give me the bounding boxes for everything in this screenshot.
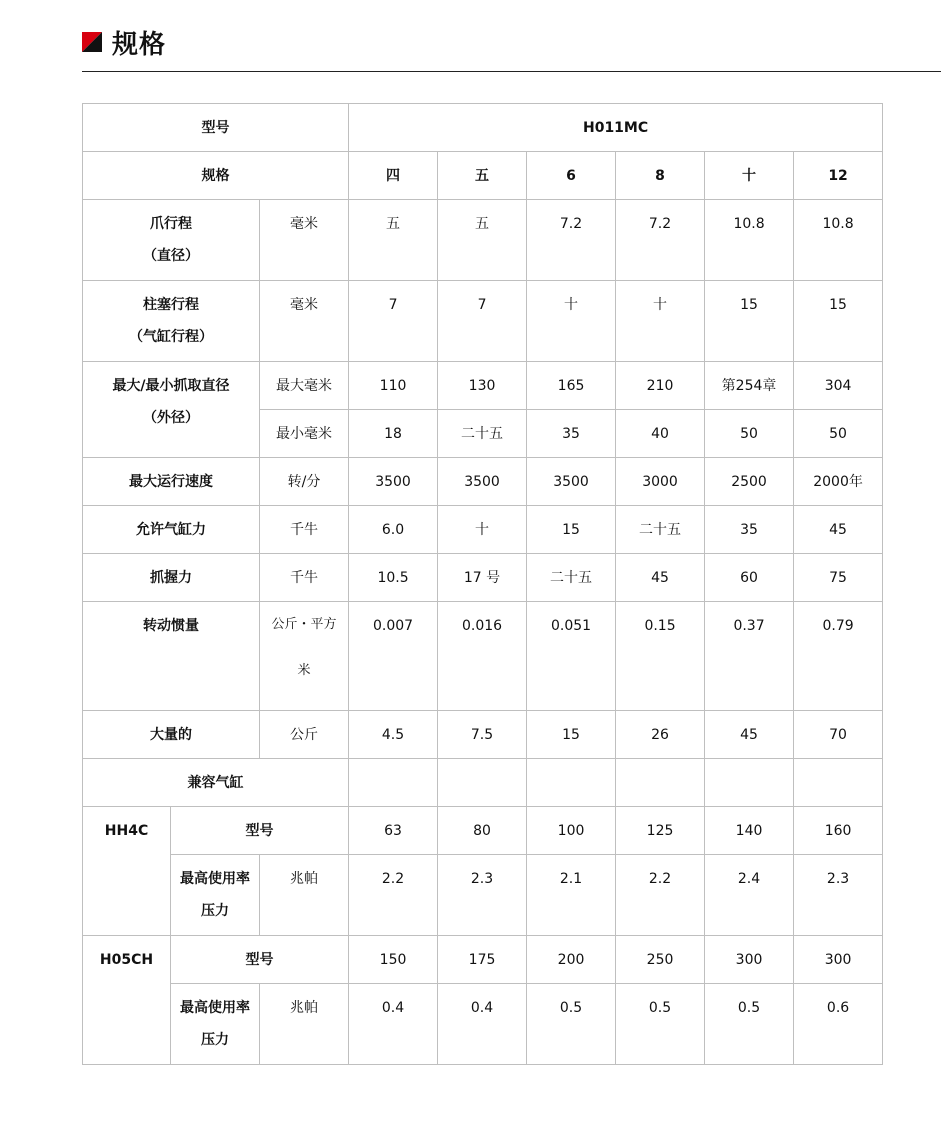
stroke-value: 7.2 — [616, 200, 705, 281]
size-cell: 四 — [349, 152, 438, 200]
hh4c-model-value: 63 — [349, 807, 438, 855]
inertia-unit-line2: 米 — [297, 663, 311, 678]
h05ch-model-row — [83, 936, 883, 984]
h05ch-model-value: 250 — [616, 936, 705, 984]
compat-cylinder-label: 兼容气缸 — [83, 759, 349, 807]
hh4c-model-value: 140 — [705, 807, 794, 855]
cylinder-force-unit: 千牛 — [260, 506, 349, 554]
size-cell: 五 — [438, 152, 527, 200]
hh4c-pressure-value: 2.3 — [794, 855, 883, 936]
stroke-row — [83, 200, 883, 281]
hh4c-name: HH4C — [83, 807, 171, 936]
speed-unit: 转/分 — [260, 458, 349, 506]
red-black-square-icon — [82, 32, 102, 52]
h05ch-model-value: 150 — [349, 936, 438, 984]
grip-force-value: 10.5 — [349, 554, 438, 602]
h05ch-pressure-label — [171, 984, 260, 1065]
mass-row — [83, 711, 883, 759]
speed-label: 最大运行速度 — [83, 458, 260, 506]
mass-value: 4.5 — [349, 711, 438, 759]
mass-value: 7.5 — [438, 711, 527, 759]
h05ch-model-value: 300 — [705, 936, 794, 984]
cylinder-force-value: 十 — [438, 506, 527, 554]
inertia-value: 0.007 — [349, 602, 438, 711]
hh4c-pressure-row — [83, 855, 883, 936]
cylinder-force-label: 允许气缸力 — [83, 506, 260, 554]
mass-value: 26 — [616, 711, 705, 759]
empty-cell — [794, 759, 883, 807]
size-cell: 十 — [705, 152, 794, 200]
grip-force-label: 抓握力 — [83, 554, 260, 602]
h05ch-pressure-value: 0.5 — [616, 984, 705, 1065]
hh4c-model-row — [83, 807, 883, 855]
plunger-value: 7 — [349, 281, 438, 362]
inertia-unit — [260, 602, 349, 711]
grip-diameter-label-line1: 最大/最小抓取直径 — [112, 378, 230, 394]
grip-force-value: 60 — [705, 554, 794, 602]
stroke-label-line2: （直径） — [143, 248, 199, 264]
hh4c-pressure-value: 2.4 — [705, 855, 794, 936]
grip-min-value: 18 — [349, 410, 438, 458]
inertia-unit-line1: 公斤・平方 — [271, 617, 337, 632]
h05ch-model-value: 200 — [527, 936, 616, 984]
speed-value: 3500 — [527, 458, 616, 506]
grip-force-unit: 千牛 — [260, 554, 349, 602]
stroke-value: 10.8 — [705, 200, 794, 281]
plunger-value: 15 — [794, 281, 883, 362]
inertia-label: 转动惯量 — [83, 602, 260, 711]
cylinder-force-value: 15 — [527, 506, 616, 554]
size-cell: 6 — [527, 152, 616, 200]
mass-value: 70 — [794, 711, 883, 759]
cylinder-force-value: 二十五 — [616, 506, 705, 554]
hh4c-pressure-value: 2.1 — [527, 855, 616, 936]
plunger-value: 十 — [527, 281, 616, 362]
section-heading — [82, 22, 166, 62]
empty-cell — [527, 759, 616, 807]
model-value: H011MC — [349, 104, 883, 152]
speed-value: 2000年 — [794, 458, 883, 506]
hh4c-pressure-unit: 兆帕 — [260, 855, 349, 936]
grip-force-row — [83, 554, 883, 602]
plunger-label-line2: （气缸行程） — [129, 329, 213, 345]
grip-max-unit: 最大毫米 — [260, 362, 349, 410]
hh4c-pressure-value: 2.2 — [349, 855, 438, 936]
empty-cell — [349, 759, 438, 807]
grip-diameter-max-row — [83, 362, 883, 410]
hh4c-model-value: 100 — [527, 807, 616, 855]
grip-diameter-label-line2: （外径） — [143, 410, 199, 426]
mass-value: 45 — [705, 711, 794, 759]
mass-label: 大量的 — [83, 711, 260, 759]
grip-force-value: 75 — [794, 554, 883, 602]
size-cell: 8 — [616, 152, 705, 200]
inertia-row — [83, 602, 883, 711]
h05ch-pressure-value: 0.6 — [794, 984, 883, 1065]
size-row — [83, 152, 883, 200]
h05ch-pressure-value: 0.5 — [705, 984, 794, 1065]
empty-cell — [705, 759, 794, 807]
spec-table — [82, 103, 883, 1065]
stroke-unit: 毫米 — [260, 200, 349, 281]
grip-min-value: 35 — [527, 410, 616, 458]
plunger-value: 十 — [616, 281, 705, 362]
inertia-value: 0.15 — [616, 602, 705, 711]
hh4c-model-value: 125 — [616, 807, 705, 855]
hh4c-model-value: 80 — [438, 807, 527, 855]
grip-min-value: 40 — [616, 410, 705, 458]
hh4c-pressure-value: 2.3 — [438, 855, 527, 936]
cylinder-force-value: 35 — [705, 506, 794, 554]
stroke-value: 五 — [438, 200, 527, 281]
plunger-unit: 毫米 — [260, 281, 349, 362]
mass-value: 15 — [527, 711, 616, 759]
stroke-value: 10.8 — [794, 200, 883, 281]
speed-row — [83, 458, 883, 506]
plunger-value: 15 — [705, 281, 794, 362]
speed-value: 3500 — [349, 458, 438, 506]
cylinder-force-value: 45 — [794, 506, 883, 554]
heading-divider — [82, 71, 941, 72]
grip-max-value: 第254章 — [705, 362, 794, 410]
stroke-label — [83, 200, 260, 281]
hh4c-pressure-value: 2.2 — [616, 855, 705, 936]
compat-cylinder-row — [83, 759, 883, 807]
h05ch-model-value: 300 — [794, 936, 883, 984]
hh4c-model-label: 型号 — [171, 807, 349, 855]
model-label: 型号 — [83, 104, 349, 152]
plunger-value: 7 — [438, 281, 527, 362]
grip-min-unit: 最小毫米 — [260, 410, 349, 458]
stroke-value: 五 — [349, 200, 438, 281]
speed-value: 2500 — [705, 458, 794, 506]
grip-max-value: 165 — [527, 362, 616, 410]
mass-unit: 公斤 — [260, 711, 349, 759]
stroke-label-line1: 爪行程 — [150, 216, 192, 232]
empty-cell — [616, 759, 705, 807]
plunger-row — [83, 281, 883, 362]
grip-max-value: 304 — [794, 362, 883, 410]
inertia-value: 0.79 — [794, 602, 883, 711]
inertia-value: 0.016 — [438, 602, 527, 711]
spec-label: 规格 — [83, 152, 349, 200]
h05ch-pressure-label-line1: 最高使用率 — [180, 1000, 250, 1016]
stroke-value: 7.2 — [527, 200, 616, 281]
grip-min-value: 二十五 — [438, 410, 527, 458]
size-cell: 12 — [794, 152, 883, 200]
cylinder-force-row — [83, 506, 883, 554]
hh4c-pressure-label-line1: 最高使用率 — [180, 871, 250, 887]
grip-min-value: 50 — [705, 410, 794, 458]
inertia-value: 0.051 — [527, 602, 616, 711]
grip-max-value: 210 — [616, 362, 705, 410]
h05ch-pressure-unit: 兆帕 — [260, 984, 349, 1065]
model-row — [83, 104, 883, 152]
h05ch-model-label: 型号 — [171, 936, 349, 984]
section-title: 规格 — [112, 29, 167, 60]
hh4c-pressure-label-line2: 压力 — [201, 903, 229, 919]
h05ch-pressure-value: 0.4 — [349, 984, 438, 1065]
h05ch-pressure-value: 0.5 — [527, 984, 616, 1065]
hh4c-model-value: 160 — [794, 807, 883, 855]
cylinder-force-value: 6.0 — [349, 506, 438, 554]
hh4c-pressure-label — [171, 855, 260, 936]
grip-diameter-label — [83, 362, 260, 458]
grip-max-value: 110 — [349, 362, 438, 410]
grip-min-value: 50 — [794, 410, 883, 458]
grip-force-value: 17 号 — [438, 554, 527, 602]
h05ch-pressure-row — [83, 984, 883, 1065]
empty-cell — [438, 759, 527, 807]
inertia-value: 0.37 — [705, 602, 794, 711]
h05ch-pressure-label-line2: 压力 — [201, 1032, 229, 1048]
h05ch-name: H05CH — [83, 936, 171, 1065]
plunger-label-line1: 柱塞行程 — [143, 297, 199, 313]
plunger-label — [83, 281, 260, 362]
speed-value: 3500 — [438, 458, 527, 506]
grip-force-value: 二十五 — [527, 554, 616, 602]
h05ch-pressure-value: 0.4 — [438, 984, 527, 1065]
h05ch-model-value: 175 — [438, 936, 527, 984]
grip-max-value: 130 — [438, 362, 527, 410]
grip-force-value: 45 — [616, 554, 705, 602]
speed-value: 3000 — [616, 458, 705, 506]
